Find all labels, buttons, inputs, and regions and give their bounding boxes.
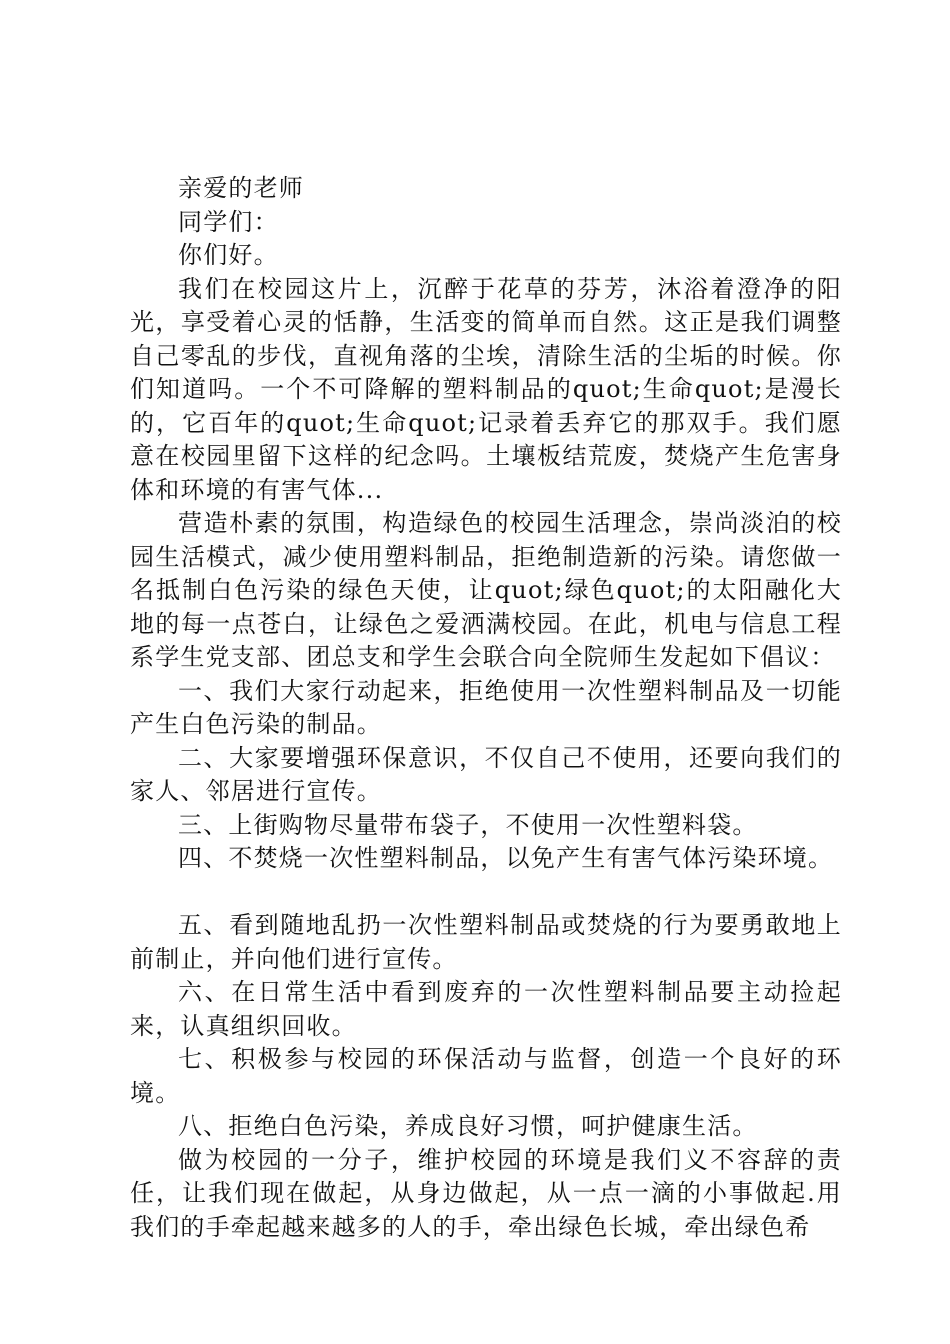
proposal-item-6: 六、在日常生活中看到废弃的一次性塑料制品要主动捡起来，认真组织回收。 — [130, 978, 842, 1040]
proposal-item-3: 三、上街购物尽量带布袋子，不使用一次性塑料袋。 — [178, 810, 758, 839]
proposal-item-4: 四、不焚烧一次性塑料制品，以免产生有害气体污染环境。 — [178, 844, 834, 872]
proposal-item-7: 七、积极参与校园的环保活动与监督，创造一个良好的环境。 — [130, 1045, 842, 1107]
proposal-item-5: 五、看到随地乱扔一次性塑料制品或焚烧的行为要勇敢地上前制止，并向他们进行宣传。 — [130, 911, 842, 973]
paragraph-closing: 做为校园的一分子，维护校园的环境是我们义不容辞的责任，让我们现在做起，从身边做起，从一点一滴的小事做起.用我们的手牵起越来越多的人的手，牵出绿色长城，牵出绿色希 — [130, 1145, 842, 1241]
salutation-teachers: 亲爱的老师 — [178, 174, 304, 202]
proposal-item-8: 八、拒绝白色污染，养成良好习惯，呵护健康生活。 — [178, 1112, 758, 1140]
greeting: 你们好。 — [178, 241, 279, 269]
paragraph-proposal: 营造朴素的氛围，构造绿色的校园生活理念，崇尚淡泊的校园生活模式，减少使用塑料制品，拒绝制造新的污染。请您做一名抵制白色污染的绿色天使，让quot;绿色quot;的太阳融化大地的每一点苍白，让绿色之爱洒满校园。在此，机电与信息工程系学生党支部、团总支和学生会联合向全院师生发起如下倡议： — [130, 509, 842, 671]
blank-line — [130, 876, 842, 910]
paragraph-intro: 我们在校园这片上，沉醉于花草的芬芳，沐浴着澄净的阳光，享受着心灵的恬静，生活变的简单而自然。这正是我们调整自己零乱的步伐，直视角落的尘埃，清除生活的尘垢的时候。你们知道吗。一个不可降解的塑料制品的quot;生命quot;是漫长的，它百年的quot;生命quot;记录着丢弃它的那双手。我们愿意在校园里留下这样的纪念吗。土壤板结荒废，焚烧产生危害身体和环境的有害气体... — [130, 274, 842, 504]
salutation-students: 同学们： — [178, 207, 279, 236]
document-body — [130, 172, 842, 1244]
proposal-item-2: 二、大家要增强环保意识，不仅自己不使用，还要向我们的家人、邻居进行宣传。 — [130, 743, 842, 805]
proposal-item-1: 一、我们大家行动起来，拒绝使用一次性塑料制品及一切能产生白色污染的制品。 — [130, 676, 842, 738]
